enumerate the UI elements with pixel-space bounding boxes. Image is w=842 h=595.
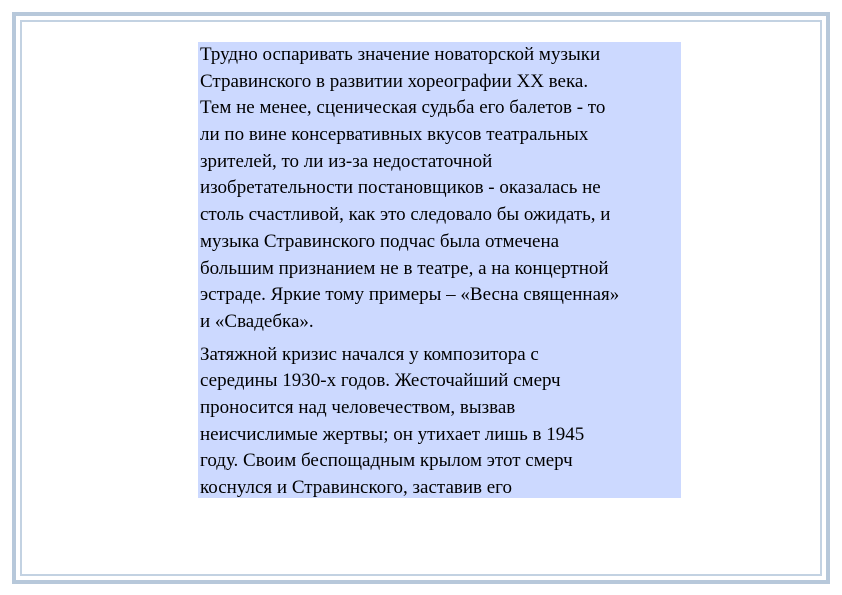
text-line: коснулся и Стравинского, заставив его [200,477,512,498]
paragraph-2 [200,342,681,502]
slide-text-box [198,42,681,498]
text-line: Трудно оспаривать значение новаторской музыки [200,44,601,65]
text-line: году. Своим беспощадным крылом этот смерч [200,450,573,472]
text-line: столь счастливой, как это следовало бы ожидать, и [200,204,611,226]
text-line: зрителей, то ли из-за недостаточной [200,150,493,172]
text-line: большим признанием не в театре, а на концертной [200,257,609,279]
text-line: ли по вине консервативных вкусов театральных [200,124,589,146]
text-line: эстраде. Яркие тому примеры – «Весна священная» [200,284,620,306]
text-line: Тем не менее, сценическая судьба его балетов - то [200,97,606,119]
text-line: музыка Стравинского подчас была отмечена [200,230,560,252]
text-line: и «Свадебка». [200,310,314,332]
text-line: неисчислимые жертвы; он утихает лишь в 1945 [200,423,585,445]
text-line: изобретательности постановщиков - оказалась не [200,177,601,199]
text-line: середины 1930-х годов. Жесточайший смерч [200,370,561,392]
paragraph-1 [200,42,681,336]
text-line: Стравинского в развитии хореографии XX века. [200,70,589,92]
text-line: проносится над человечеством, вызвав [200,396,516,418]
text-line: Затяжной кризис начался у композитора с [200,343,539,365]
